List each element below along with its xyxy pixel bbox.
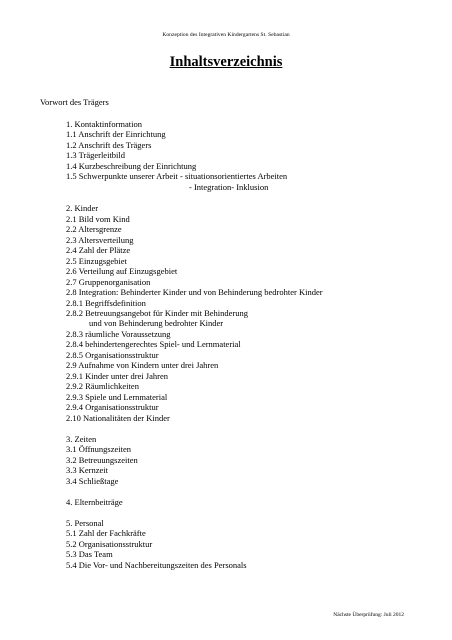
toc-entry: 2.5 Einzugsgebiet [66,256,127,266]
toc-entry: 2.3 Altersverteilung [66,235,134,245]
toc-entry-continuation: und von Behinderung bedrohter Kinder [89,318,224,328]
toc-entry: 2.10 Nationalitäten der Kinder [66,413,170,423]
toc-entry: 5.3 Das Team [66,549,113,559]
toc-entry: 2.8.5 Organisationsstruktur [66,350,159,360]
running-header: Konzeption des Integrativen Kindergartens St. Sebastian [162,32,290,38]
toc-entry: 2.7 Gruppenorganisation [66,277,151,287]
toc-section-heading: 3. Zeiten [66,434,97,444]
toc-entry: 1.4 Kurzbeschreibung der Einrichtung [66,161,197,171]
toc-entry: 1.2 Anschrift des Trägers [66,140,152,150]
toc-entry: 2.8.1 Begriffsdefinition [66,298,146,308]
review-date-footer: Nächste Überprüfung: Juli 2012 [333,612,404,618]
toc-entry: 3.4 Schließtage [66,476,119,486]
toc-entry: 2.8 Integration: Behinderter Kinder und von Behinderung bedrohter Kinder [66,287,323,297]
toc-entry-continuation: - Integration- Inklusion [189,182,269,192]
toc-entry: 3.1 Öffnungszeiten [66,444,131,454]
toc-entry: 2.2 Altersgrenze [66,224,122,234]
toc-entry: 1.5 Schwerpunkte unserer Arbeit - situationsorientiertes Arbeiten [66,171,288,181]
toc-entry: 2.4 Zahl der Plätze [66,245,131,255]
toc-section-heading: 5. Personal [66,518,104,528]
toc-entry: 2.9.3 Spiele und Lernmaterial [66,392,168,402]
toc-entry: 2.9.1 Kinder unter drei Jahren [66,371,168,381]
toc-entry: 2.8.3 räumliche Voraussetzung [66,329,171,339]
toc-entry: 2.8.4 behindertengerechtes Spiel- und Lernmaterial [66,339,241,349]
toc-foreword: Vorwort des Trägers [40,97,109,107]
toc-entry: 2.6 Verteilung auf Einzugsgebiet [66,266,178,276]
toc-entry: 3.3 Kernzeit [66,465,109,475]
toc-entry: 5.2 Organisationsstruktur [66,539,153,549]
page-title: Inhaltsverzeichnis [169,54,283,70]
toc-section-heading: 4. Elternbeiträge [66,497,123,507]
toc-section-heading: 2. Kinder [66,203,99,213]
toc-entry: 2.8.2 Betreuungsangebot für Kinder mit Behinderung [66,308,249,318]
toc-section-heading: 1. Kontaktinformation [66,119,143,129]
toc-entry: 5.4 Die Vor- und Nachbereitungszeiten des Personals [66,560,247,570]
toc-entry: 2.1 Bild vom Kind [66,214,130,224]
toc-entry: 2.9 Aufnahme von Kindern unter drei Jahren [66,360,219,370]
toc-entry: 2.9.2 Räumlichkeiten [66,381,139,391]
toc-entry: 1.1 Anschrift der Einrichtung [66,129,166,139]
toc-entry: 2.9.4 Organisationsstruktur [66,402,159,412]
toc-entry: 1.3 Trägerleitbild [66,150,126,160]
toc-entry: 5.1 Zahl der Fachkräfte [66,528,146,538]
toc-entry: 3.2 Betreuungszeiten [66,455,138,465]
